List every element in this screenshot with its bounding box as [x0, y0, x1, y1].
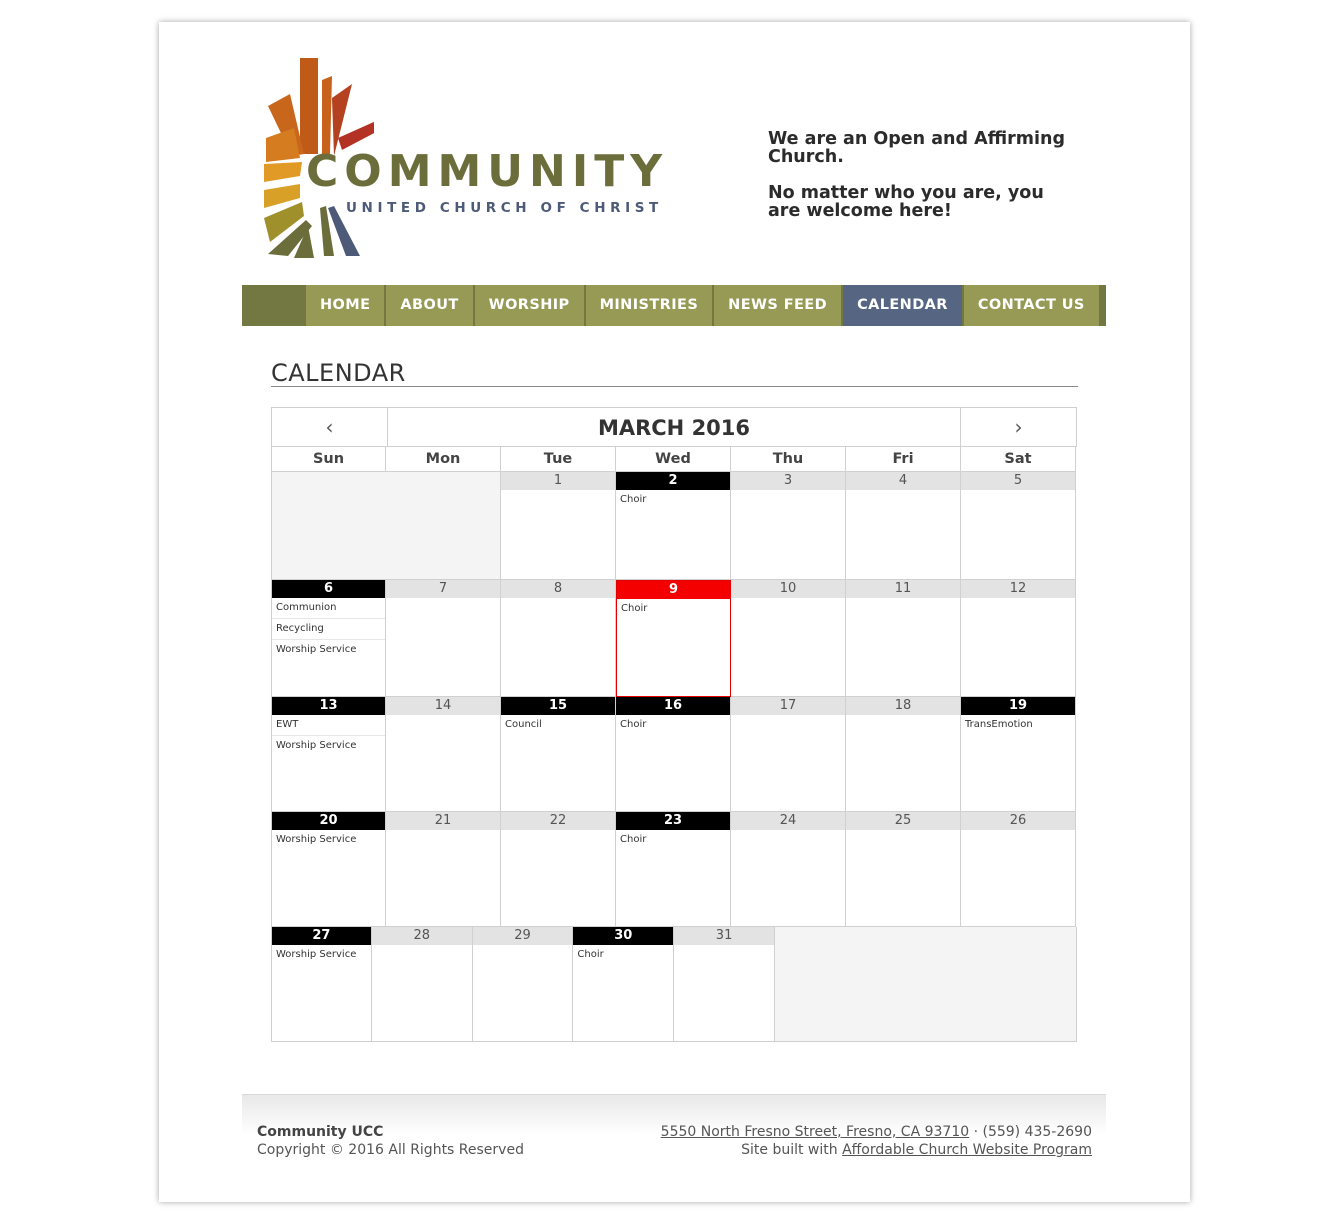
day-cell[interactable]	[846, 812, 961, 927]
calendar-event[interactable]: Choir	[620, 719, 647, 730]
footer-right	[661, 1123, 1092, 1159]
nav-items	[306, 285, 1099, 326]
calendar-event[interactable]: Council	[505, 719, 542, 730]
prev-month-button[interactable]	[272, 408, 388, 446]
day-number: 31	[674, 927, 774, 945]
day-cell[interactable]	[501, 472, 616, 580]
calendar-grid	[271, 472, 1077, 1042]
weekday-label: Wed	[616, 447, 731, 472]
day-number: 22	[501, 812, 615, 830]
week-row	[271, 580, 1077, 697]
day-number: 15	[501, 697, 615, 715]
day-cell[interactable]	[846, 697, 961, 812]
footer	[242, 1094, 1106, 1175]
day-cell[interactable]	[731, 580, 846, 697]
week-row	[271, 697, 1077, 812]
day-number: 27	[272, 927, 371, 945]
nav-item-worship[interactable]: WORSHIP	[475, 285, 586, 326]
church-logo[interactable]	[264, 58, 674, 258]
footer-built-prefix: Site built with	[741, 1142, 843, 1158]
day-number: 18	[846, 697, 960, 715]
day-cell[interactable]	[961, 580, 1076, 697]
day-cell[interactable]	[846, 580, 961, 697]
calendar-event[interactable]: Recycling	[272, 619, 385, 640]
page-title: CALENDAR	[271, 360, 1078, 387]
day-number: 6	[272, 580, 385, 598]
day-cell[interactable]	[731, 697, 846, 812]
day-cell[interactable]	[961, 472, 1076, 580]
weekday-label: Fri	[846, 447, 961, 472]
chevron-right-icon: ›	[1014, 415, 1023, 439]
day-number: 29	[473, 927, 573, 945]
day-cell[interactable]	[501, 580, 616, 697]
nav-item-news-feed[interactable]: NEWS FEED	[714, 285, 843, 326]
day-number: 28	[372, 927, 472, 945]
tagline	[768, 130, 1068, 238]
weekday-label: Tue	[501, 447, 616, 472]
weekday-label: Sun	[271, 447, 386, 472]
tagline-line-1: We are an Open and Affirming Church.	[768, 129, 1066, 167]
day-number: 14	[386, 697, 500, 715]
chevron-left-icon: ‹	[325, 415, 334, 439]
weekday-label: Sat	[961, 447, 1076, 472]
tagline-line-2: No matter who you are, you are welcome here!	[768, 183, 1044, 221]
day-cell[interactable]	[616, 472, 731, 580]
day-cell[interactable]	[386, 697, 501, 812]
day-number: 9	[617, 581, 730, 599]
day-number: 16	[616, 697, 730, 715]
calendar	[271, 407, 1077, 1042]
main-nav	[242, 285, 1106, 326]
week-row	[271, 472, 1077, 580]
day-cell[interactable]	[731, 472, 846, 580]
day-number: 20	[272, 812, 385, 830]
day-number: 5	[961, 472, 1075, 490]
day-cell[interactable]	[616, 697, 731, 812]
calendar-event[interactable]: TransEmotion	[965, 719, 1033, 730]
calendar-event[interactable]: Worship Service	[276, 644, 357, 655]
day-cell[interactable]	[961, 697, 1076, 812]
day-number: 7	[386, 580, 500, 598]
day-cell[interactable]	[271, 927, 372, 1042]
address-link[interactable]: 5550 North Fresno Street, Fresno, CA 93710	[660, 1124, 970, 1140]
weekday-header	[271, 447, 1077, 472]
day-number: 17	[731, 697, 845, 715]
day-cell[interactable]	[573, 927, 674, 1042]
nav-item-home[interactable]: HOME	[306, 285, 386, 326]
day-cell[interactable]	[386, 812, 501, 927]
logo-subtitle: UNITED CHURCH OF CHRIST	[346, 200, 663, 216]
weekday-label: Mon	[386, 447, 501, 472]
month-label: MARCH 2016	[597, 416, 751, 440]
calendar-event[interactable]: Worship Service	[276, 949, 357, 960]
day-cell[interactable]	[731, 812, 846, 927]
day-cell[interactable]	[473, 927, 574, 1042]
week-row	[271, 927, 1077, 1042]
day-number: 8	[501, 580, 615, 598]
day-number: 21	[386, 812, 500, 830]
empty-day-cell	[775, 927, 1077, 1042]
logo-wordmark: COMMUNITY	[306, 146, 669, 197]
day-cell[interactable]	[616, 812, 731, 927]
day-number: 13	[272, 697, 385, 715]
calendar-event[interactable]: Choir	[621, 603, 648, 614]
nav-item-ministries[interactable]: MINISTRIES	[586, 285, 715, 326]
day-cell[interactable]	[961, 812, 1076, 927]
day-number: 19	[961, 697, 1075, 715]
day-cell[interactable]	[674, 927, 775, 1042]
day-number: 11	[846, 580, 960, 598]
day-number: 3	[731, 472, 845, 490]
footer-phone: · (559) 435-2690	[969, 1124, 1092, 1140]
empty-day-cell	[271, 472, 501, 580]
day-number: 26	[961, 812, 1075, 830]
day-number: 4	[846, 472, 960, 490]
day-number: 23	[616, 812, 730, 830]
calendar-event[interactable]: Choir	[620, 834, 647, 845]
builder-link[interactable]: Affordable Church Website Program	[842, 1142, 1092, 1158]
day-number: 1	[501, 472, 615, 490]
day-cell[interactable]	[616, 580, 731, 697]
day-cell[interactable]	[271, 812, 386, 927]
day-cell[interactable]	[501, 697, 616, 812]
day-cell[interactable]	[386, 580, 501, 697]
next-month-button[interactable]	[960, 408, 1076, 446]
calendar-header	[271, 407, 1077, 447]
day-cell[interactable]	[846, 472, 961, 580]
nav-item-calendar[interactable]: CALENDAR	[843, 285, 964, 326]
nav-item-contact-us[interactable]: CONTACT US	[964, 285, 1099, 326]
footer-copyright: Copyright © 2016 All Rights Reserved	[257, 1142, 524, 1158]
day-number: 2	[616, 472, 730, 490]
calendar-event[interactable]: Choir	[577, 949, 604, 960]
day-number: 24	[731, 812, 845, 830]
day-number: 12	[961, 580, 1075, 598]
day-number: 25	[846, 812, 960, 830]
calendar-event[interactable]: Worship Service	[276, 834, 357, 845]
day-cell[interactable]	[372, 927, 473, 1042]
weekday-label: Thu	[731, 447, 846, 472]
day-cell[interactable]	[271, 697, 386, 812]
day-cell[interactable]	[271, 580, 386, 697]
day-number: 10	[731, 580, 845, 598]
day-number: 30	[573, 927, 673, 945]
footer-left	[257, 1123, 524, 1159]
calendar-event[interactable]: Communion	[272, 598, 385, 619]
day-cell[interactable]	[501, 812, 616, 927]
week-row	[271, 812, 1077, 927]
footer-org-name: Community UCC	[257, 1124, 384, 1140]
calendar-event[interactable]: EWT	[272, 715, 385, 736]
calendar-event[interactable]: Worship Service	[276, 740, 357, 751]
nav-item-about[interactable]: ABOUT	[386, 285, 474, 326]
calendar-event[interactable]: Choir	[620, 494, 647, 505]
